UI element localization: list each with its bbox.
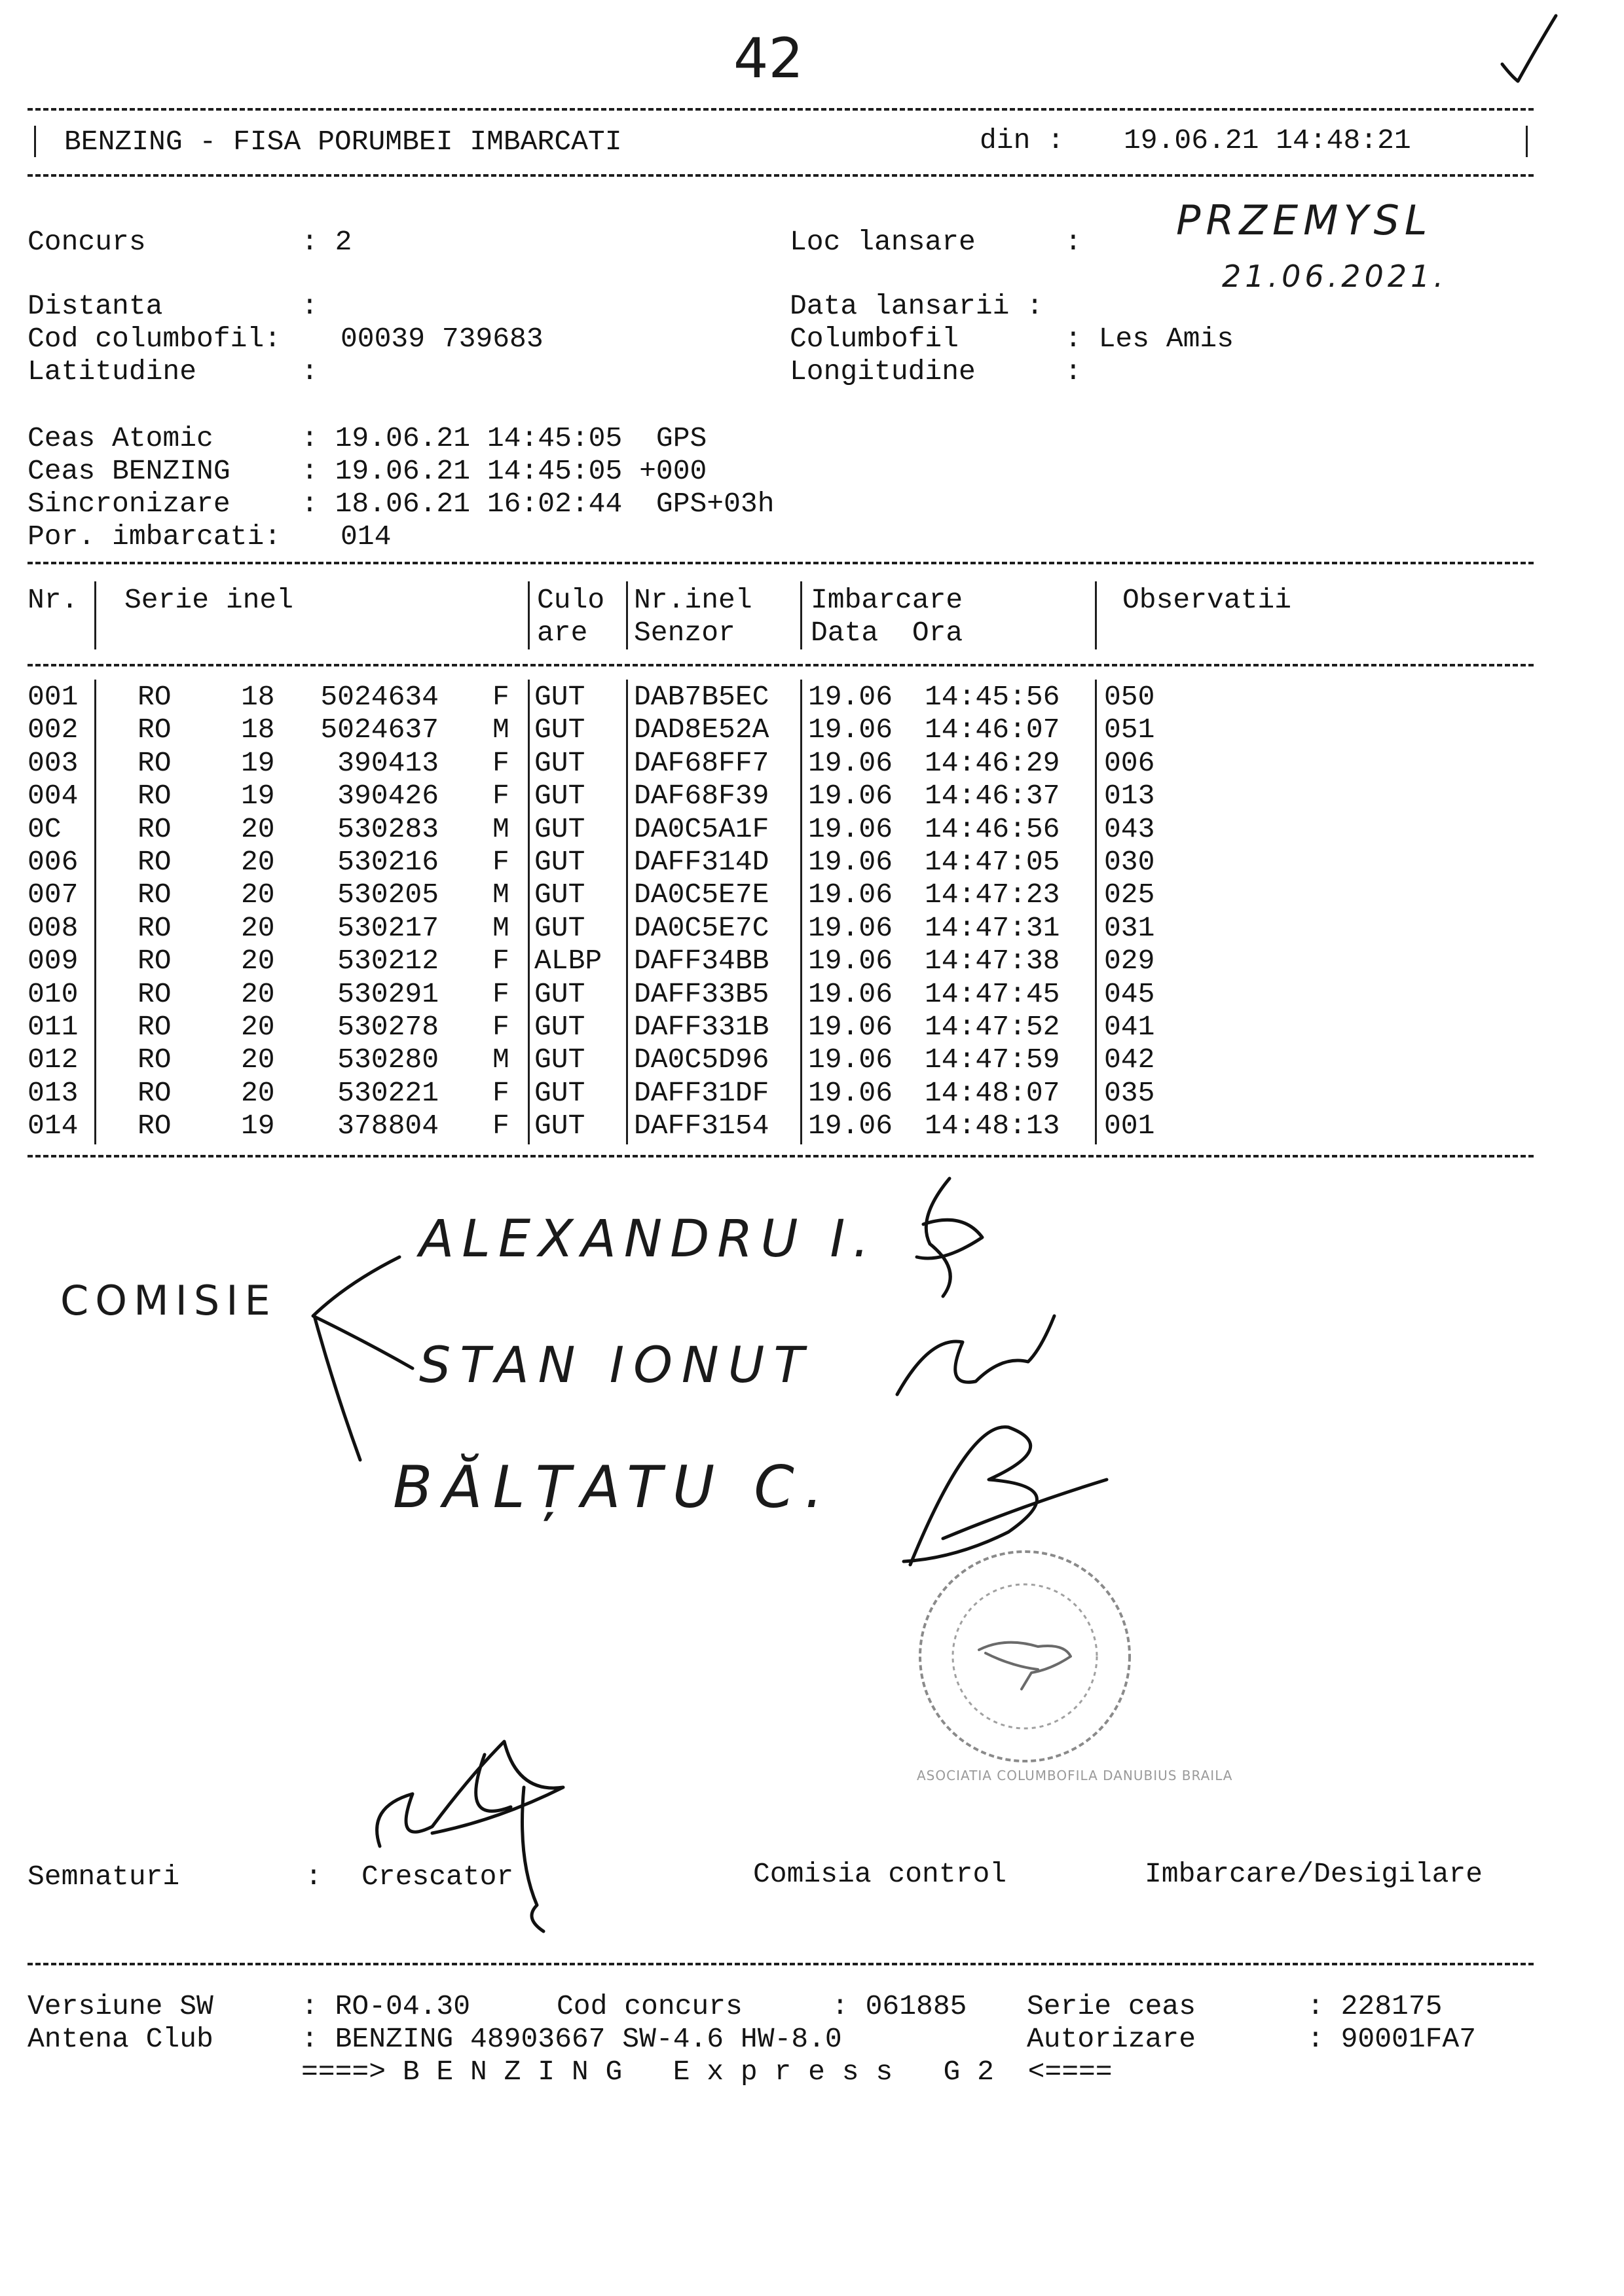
cell-sensor: DAB7B5EC	[634, 681, 769, 713]
distanta-label: Distanta	[28, 290, 163, 322]
cell-color: GUT	[534, 911, 585, 944]
loc-lansare-label: Loc lansare	[790, 226, 976, 258]
cell-color: GUT	[534, 879, 585, 911]
cell-ring-number: 530291	[337, 977, 439, 1010]
cell-date: 19.06	[808, 945, 893, 977]
cell-sensor: DAF68F39	[634, 780, 769, 812]
semnaturi-colon: :	[305, 1861, 322, 1893]
cell-year: 20	[241, 1011, 275, 1043]
cell-sensor: DAD8E52A	[634, 714, 769, 746]
cell-sensor: DAFF331B	[634, 1011, 769, 1043]
cell-color: GUT	[534, 780, 585, 812]
cell-sex: F	[492, 977, 509, 1010]
cell-observations: 042	[1104, 1044, 1155, 1076]
club-stamp	[907, 1539, 1143, 1774]
ceas-benzing-value: : 19.06.21 14:45:05 +000	[301, 455, 707, 487]
cod-concurs-value: : 061885	[832, 1990, 967, 2022]
cell-time: 14:47:59	[925, 1044, 1060, 1076]
cell-country: RO	[138, 1011, 172, 1043]
cell-time: 14:47:23	[925, 879, 1060, 911]
cell-color: GUT	[534, 714, 585, 746]
sincronizare-label: Sincronizare	[28, 488, 231, 520]
comisie-handwritten: COMISIE	[60, 1277, 277, 1324]
versiune-sw-value: : RO-04.30	[301, 1990, 471, 2022]
serie-ceas-label: Serie ceas	[1027, 1990, 1196, 2022]
divider	[28, 108, 1534, 111]
col-header-observatii: Observatii	[1122, 584, 1292, 616]
breeder-signature	[354, 1715, 616, 1931]
signature-1	[904, 1172, 995, 1303]
cell-country: RO	[138, 977, 172, 1010]
cod-columbofil-value: 00039 739683	[341, 323, 544, 355]
cell-color: GUT	[534, 681, 585, 713]
cell-country: RO	[138, 681, 172, 713]
cell-observations: 043	[1104, 812, 1155, 845]
cell-sensor: DA0C5A1F	[634, 812, 769, 845]
cell-time: 14:47:05	[925, 846, 1060, 878]
cell-country: RO	[138, 714, 172, 746]
cell-color: GUT	[534, 746, 585, 779]
cell-country: RO	[138, 846, 172, 878]
divider	[28, 174, 1534, 177]
cell-sex: F	[492, 846, 509, 878]
cell-year: 20	[241, 977, 275, 1010]
cell-time: 14:47:38	[925, 945, 1060, 977]
cell-date: 19.06	[808, 714, 893, 746]
loc-lansare-colon: :	[1065, 226, 1082, 258]
col-header-senzor: Senzor	[634, 617, 735, 649]
cell-date: 19.06	[808, 846, 893, 878]
divider	[28, 1963, 1534, 1965]
cell-sex: M	[492, 812, 509, 845]
cell-nr: 007	[28, 879, 79, 911]
cell-sex: F	[492, 945, 509, 977]
column-separator	[94, 581, 96, 649]
cell-ring-number: 530212	[337, 945, 439, 977]
column-separator	[626, 680, 628, 1144]
cell-time: 14:47:45	[925, 977, 1060, 1010]
cell-ring-number: 390413	[337, 746, 439, 779]
header-left-bar	[34, 126, 36, 157]
cell-sensor: DAFF314D	[634, 846, 769, 878]
cell-ring-number: 378804	[337, 1110, 439, 1142]
col-header-serie-inel: Serie inel	[124, 584, 294, 616]
cell-time: 14:46:56	[925, 812, 1060, 845]
cell-observations: 035	[1104, 1076, 1155, 1109]
check-mark-icon	[1500, 13, 1578, 92]
cell-country: RO	[138, 1076, 172, 1109]
divider	[28, 664, 1534, 666]
cell-year: 20	[241, 911, 275, 944]
cell-ring-number: 5024637	[320, 714, 439, 746]
cell-ring-number: 530205	[337, 879, 439, 911]
cell-nr: 013	[28, 1076, 79, 1109]
cell-nr: 014	[28, 1110, 79, 1142]
cell-time: 14:48:07	[925, 1076, 1060, 1109]
concurs-value: : 2	[301, 226, 352, 258]
cell-sensor: DAFF33B5	[634, 977, 769, 1010]
cell-ring-number: 5024634	[320, 681, 439, 713]
cell-color: GUT	[534, 1076, 585, 1109]
loc-lansare-handwritten: PRZEMYSL	[1176, 196, 1433, 244]
cell-year: 19	[241, 1110, 275, 1142]
longitudine-label: Longitudine	[790, 355, 976, 388]
stamp-text: ASOCIATIA COLUMBOFILA DANUBIUS BRAILA	[917, 1768, 1233, 1783]
latitudine-colon: :	[301, 355, 318, 388]
cell-sex: F	[492, 746, 509, 779]
column-separator	[528, 680, 530, 1144]
cell-sex: F	[492, 1011, 509, 1043]
col-header-data-ora: Data Ora	[811, 617, 963, 649]
column-separator	[626, 581, 628, 649]
cell-ring-number: 530278	[337, 1011, 439, 1043]
distanta-colon: :	[301, 290, 318, 322]
benzing-express-line: ====> B E N Z I N G E x p r e s s G 2 <====	[301, 2056, 1113, 2088]
comisia-control-label: Comisia control	[753, 1858, 1007, 1890]
cell-date: 19.06	[808, 780, 893, 812]
ceas-benzing-label: Ceas BENZING	[28, 455, 231, 487]
cell-sex: M	[492, 879, 509, 911]
cell-color: GUT	[534, 1110, 585, 1142]
cell-time: 14:46:07	[925, 714, 1060, 746]
cell-sensor: DA0C5D96	[634, 1044, 769, 1076]
data-lansarii-handwritten: 21.06.2021.	[1222, 259, 1447, 294]
cell-nr: 001	[28, 681, 79, 713]
cell-country: RO	[138, 945, 172, 977]
column-separator	[1095, 680, 1097, 1144]
semnaturi-label: Semnaturi	[28, 1861, 180, 1893]
cell-sex: F	[492, 780, 509, 812]
cell-color: GUT	[534, 1011, 585, 1043]
cell-year: 20	[241, 812, 275, 845]
cell-country: RO	[138, 812, 172, 845]
cell-nr: 006	[28, 846, 79, 878]
cell-sex: M	[492, 714, 509, 746]
cell-ring-number: 530280	[337, 1044, 439, 1076]
cell-color: GUT	[534, 812, 585, 845]
cell-country: RO	[138, 746, 172, 779]
cell-ring-number: 530216	[337, 846, 439, 878]
cell-sex: F	[492, 681, 509, 713]
cell-color: GUT	[534, 977, 585, 1010]
cell-country: RO	[138, 1110, 172, 1142]
cell-sensor: DAFF3154	[634, 1110, 769, 1142]
cell-sensor: DA0C5E7E	[634, 879, 769, 911]
por-imbarcati-label: Por. imbarcati:	[28, 520, 282, 553]
cell-year: 20	[241, 1076, 275, 1109]
cell-sex: M	[492, 911, 509, 944]
cell-country: RO	[138, 879, 172, 911]
cell-ring-number: 390426	[337, 780, 439, 812]
cell-date: 19.06	[808, 977, 893, 1010]
cell-year: 18	[241, 681, 275, 713]
cell-time: 14:47:31	[925, 911, 1060, 944]
cell-date: 19.06	[808, 681, 893, 713]
page-number-handwritten: 42	[733, 26, 803, 90]
din-label: din :	[980, 124, 1065, 156]
divider	[28, 1155, 1534, 1157]
print-timestamp: 19.06.21 14:48:21	[1124, 124, 1411, 156]
serie-ceas-value: : 228175	[1307, 1990, 1443, 2022]
ceas-atomic-label: Ceas Atomic	[28, 422, 213, 454]
cell-year: 20	[241, 879, 275, 911]
cell-time: 14:46:29	[925, 746, 1060, 779]
cell-observations: 030	[1104, 846, 1155, 878]
cell-color: GUT	[534, 1044, 585, 1076]
col-header-culoare-2: are	[537, 617, 588, 649]
concurs-label: Concurs	[28, 226, 146, 258]
cell-nr: 002	[28, 714, 79, 746]
cell-observations: 013	[1104, 780, 1155, 812]
autorizare-value: : 90001FA7	[1307, 2023, 1477, 2055]
column-separator	[1095, 581, 1097, 649]
commission-member-3: BĂLȚATU C.	[393, 1453, 834, 1521]
columbofil-value: : Les Amis	[1065, 323, 1234, 355]
cell-sensor: DAFF31DF	[634, 1076, 769, 1109]
column-separator	[528, 581, 530, 649]
por-imbarcati-value: 014	[341, 520, 392, 553]
cell-nr: 004	[28, 780, 79, 812]
cell-country: RO	[138, 911, 172, 944]
sincronizare-value: : 18.06.21 16:02:44 GPS+03h	[301, 488, 775, 520]
cell-sensor: DAFF34BB	[634, 945, 769, 977]
cell-color: GUT	[534, 846, 585, 878]
cell-nr: 003	[28, 746, 79, 779]
cell-date: 19.06	[808, 1110, 893, 1142]
cod-columbofil-label: Cod columbofil:	[28, 323, 282, 355]
cell-date: 19.06	[808, 1011, 893, 1043]
cell-observations: 029	[1104, 945, 1155, 977]
latitudine-label: Latitudine	[28, 355, 197, 388]
cell-time: 14:45:56	[925, 681, 1060, 713]
cell-ring-number: 530217	[337, 911, 439, 944]
cell-country: RO	[138, 780, 172, 812]
column-separator	[800, 680, 802, 1144]
cell-sex: F	[492, 1076, 509, 1109]
cell-ring-number: 530221	[337, 1076, 439, 1109]
data-lansarii-label: Data lansarii :	[790, 290, 1044, 322]
cell-observations: 045	[1104, 977, 1155, 1010]
cell-time: 14:47:52	[925, 1011, 1060, 1043]
cell-sensor: DA0C5E7C	[634, 911, 769, 944]
cell-color: ALBP	[534, 945, 602, 977]
cell-observations: 041	[1104, 1011, 1155, 1043]
col-header-imbarcare: Imbarcare	[811, 584, 963, 616]
cell-observations: 051	[1104, 714, 1155, 746]
column-separator	[94, 680, 96, 1144]
cell-nr: 010	[28, 977, 79, 1010]
commission-member-1: ALEXANDRU I.	[419, 1210, 877, 1269]
cell-time: 14:46:37	[925, 780, 1060, 812]
cod-concurs-label: Cod concurs	[557, 1990, 743, 2022]
cell-time: 14:48:13	[925, 1110, 1060, 1142]
cell-ring-number: 530283	[337, 812, 439, 845]
col-header-culoare-1: Culo	[537, 584, 605, 616]
header-right-bar	[1526, 126, 1528, 157]
column-separator	[800, 581, 802, 649]
antena-club-label: Antena Club	[28, 2023, 213, 2055]
cell-nr: 009	[28, 945, 79, 977]
cell-year: 19	[241, 780, 275, 812]
cell-date: 19.06	[808, 879, 893, 911]
cell-observations: 031	[1104, 911, 1155, 944]
cell-date: 19.06	[808, 812, 893, 845]
longitudine-colon: :	[1065, 355, 1082, 388]
versiune-sw-label: Versiune SW	[28, 1990, 213, 2022]
cell-nr: 008	[28, 911, 79, 944]
ceas-atomic-value: : 19.06.21 14:45:05 GPS	[301, 422, 707, 454]
cell-year: 20	[241, 945, 275, 977]
cell-year: 18	[241, 714, 275, 746]
cell-date: 19.06	[808, 1044, 893, 1076]
cell-sensor: DAF68FF7	[634, 746, 769, 779]
cell-observations: 050	[1104, 681, 1155, 713]
col-header-nr: Nr.	[28, 584, 79, 616]
crescator-label: Crescator	[361, 1861, 514, 1893]
commission-member-2: STAN IONUT	[419, 1336, 813, 1394]
columbofil-label: Columbofil	[790, 323, 959, 355]
cell-observations: 006	[1104, 746, 1155, 779]
antena-club-value: : BENZING 48903667 SW-4.6 HW-8.0	[301, 2023, 842, 2055]
cell-observations: 025	[1104, 879, 1155, 911]
cell-year: 20	[241, 1044, 275, 1076]
cell-date: 19.06	[808, 746, 893, 779]
divider	[28, 562, 1534, 564]
cell-sex: M	[492, 1044, 509, 1076]
cell-country: RO	[138, 1044, 172, 1076]
autorizare-label: Autorizare	[1027, 2023, 1196, 2055]
cell-year: 20	[241, 846, 275, 878]
cell-date: 19.06	[808, 911, 893, 944]
imbarcare-desigilare-label: Imbarcare/Desigilare	[1145, 1858, 1483, 1890]
cell-year: 19	[241, 746, 275, 779]
cell-observations: 001	[1104, 1110, 1155, 1142]
cell-nr: 0C	[28, 812, 62, 845]
col-header-nr-inel: Nr.inel	[634, 584, 752, 616]
cell-sex: F	[492, 1110, 509, 1142]
cell-nr: 011	[28, 1011, 79, 1043]
signature-2	[891, 1309, 1061, 1414]
cell-nr: 012	[28, 1044, 79, 1076]
document-title: BENZING - FISA PORUMBEI IMBARCATI	[64, 126, 622, 158]
cell-date: 19.06	[808, 1076, 893, 1109]
